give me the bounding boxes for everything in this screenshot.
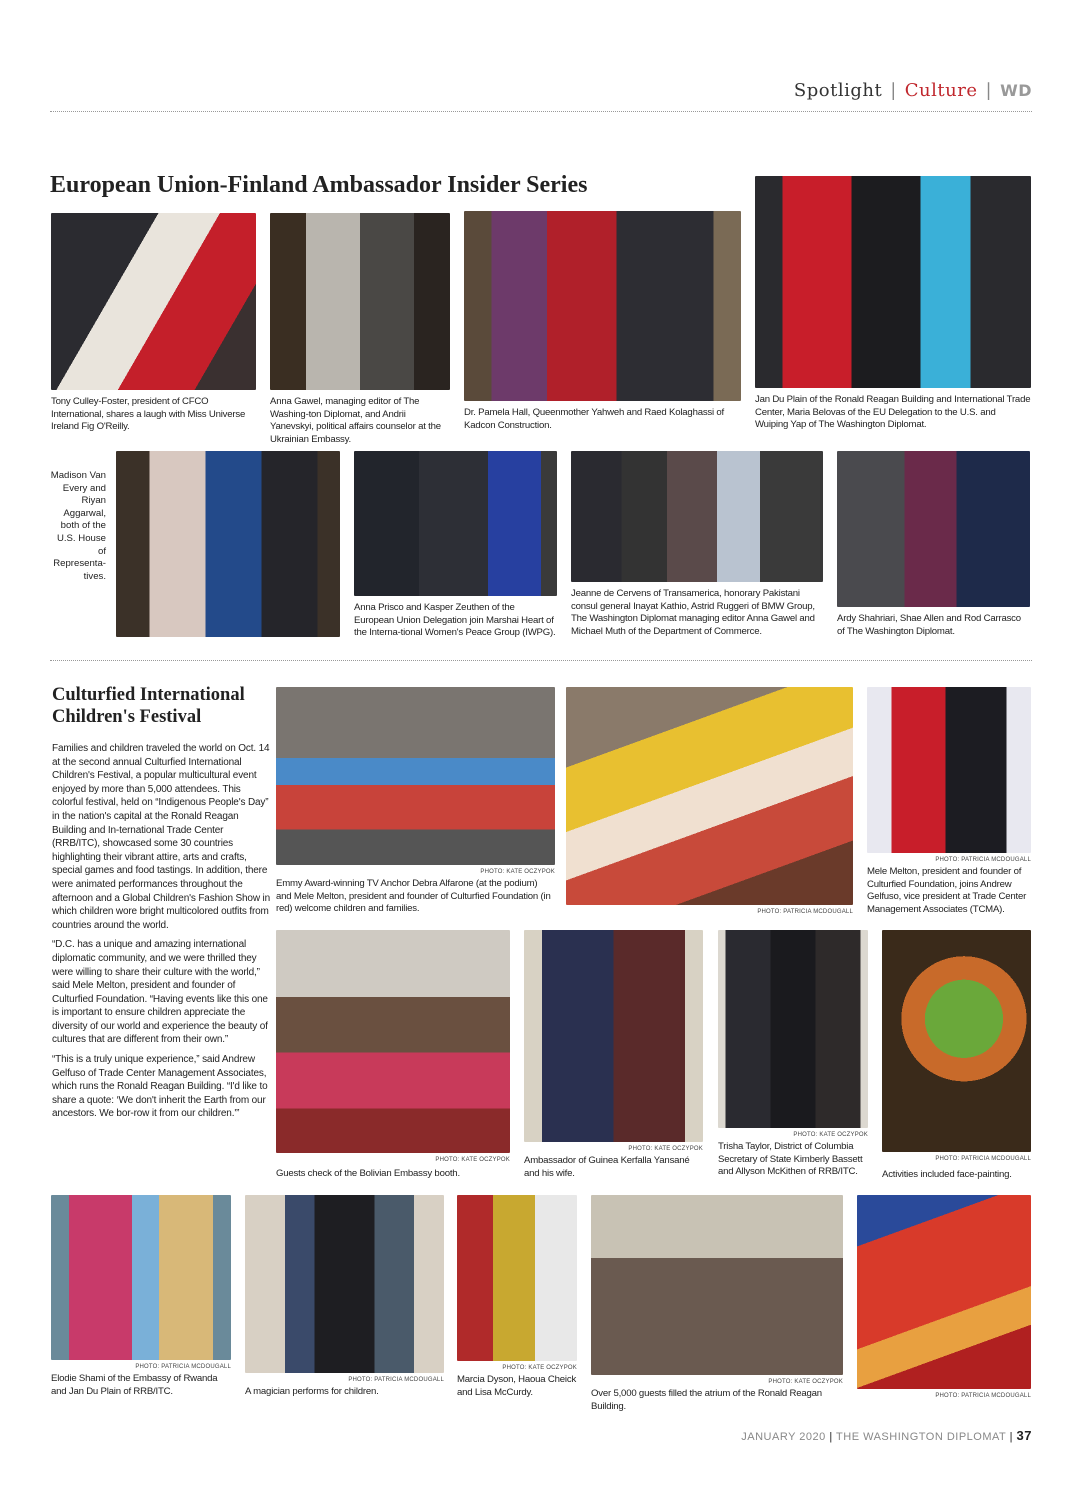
photo xyxy=(270,213,450,390)
footer-publication: THE WASHINGTON DIPLOMAT xyxy=(836,1431,1007,1443)
photo-caption: Jan Du Plain of the Ronald Reagan Building and International Trade Center, Maria Belovas of the EU Delegation to the U.S. and Wuiping Yap of The Washington Diplomat. xyxy=(755,394,1031,431)
footer-separator: | xyxy=(1009,1431,1013,1443)
header-category: Culture xyxy=(904,80,978,101)
photo-caption: Ardy Shahriari, Shae Allen and Rod Carrasco of The Washington Diplomat. xyxy=(837,613,1021,637)
photo-figure xyxy=(245,1195,444,1399)
header-section: Spotlight xyxy=(793,80,883,101)
paragraph: “D.C. has a unique and amazing international diplomatic community, and we were thrilled they were willing to share their culture with the world,” said Mele Melton, president and founder of Culturfied Foundation. “Having events like this one is important to ensure children appreciate the diversity of our world and experience the beauty of cultures that are different from their own.” xyxy=(52,939,268,1046)
photo-figure xyxy=(354,451,557,640)
photo-caption: Anna Prisco and Kasper Zeuthen of the European Union Delegation join Marshai Heart of the Interna-tional Women's Peace Group (IWPG). xyxy=(354,602,556,639)
header-brand: WD xyxy=(1000,81,1032,100)
photo-figure xyxy=(837,451,1030,638)
photo-caption: Mele Melton, president and founder of Culturfied Foundation, joins Andrew Gelfuso, vice president at Trade Center Management Associates (TCMA). xyxy=(867,866,1027,915)
photo-figure xyxy=(51,213,256,434)
photo xyxy=(276,687,555,865)
paragraph: Families and children traveled the world on Oct. 14 at the second annual Culturfied International Children's Festival, a popular multicultural event enjoyed by more than 5,000 attendees. This colorful festival, held on “Indigenous People's Day” in the nation's capital at the Ronald Reagan Building and In-ternational Trade Center (RRB/ITC), showcased some 30 countries highlighting their vibrant attire, arts and crafts, special games and food tastings. In addition, there were animated performances throughout the afternoon and a Global Children's Fashion Show in which children wore bright multicolored outfits from countries around the world. xyxy=(52,743,271,931)
photo-figure xyxy=(276,930,510,1181)
photo-figure xyxy=(718,930,868,1179)
photo xyxy=(591,1195,843,1375)
photo-credit: PHOTO: PATRICIA MCDOUGALL xyxy=(757,909,853,915)
photo-figure xyxy=(566,687,853,916)
photo-credit: PHOTO: KATE OCZYPOK xyxy=(502,1365,577,1371)
photo-credit: PHOTO: PATRICIA MCDOUGALL xyxy=(348,1377,444,1383)
photo-figure xyxy=(857,1195,1031,1400)
article-body xyxy=(52,742,272,1127)
photo xyxy=(457,1195,577,1361)
paragraph: “This is a truly unique experience,” said Andrew Gelfuso of Trade Center Management Associates, which runs the Ronald Reagan Building. “I'd like to share a quote: ‘We don't inherit the Earth from our ancestors. We bor-row it from our children.'” xyxy=(52,1054,268,1120)
page-footer xyxy=(741,1428,1032,1443)
photo-caption: Over 5,000 guests filled the atrium of the Ronald Reagan Building. xyxy=(591,1388,822,1412)
photo xyxy=(571,451,823,582)
photo-caption: Emmy Award-winning TV Anchor Debra Alfarone (at the podium) and Mele Melton, president and founder of Culturfied Foundation (in red) welcome children and families. xyxy=(276,878,551,915)
photo xyxy=(51,213,256,390)
photo-figure xyxy=(464,211,741,432)
photo-caption: Marcia Dyson, Haoua Cheick and Lisa McCurdy. xyxy=(457,1374,577,1398)
photo-figure xyxy=(524,930,703,1180)
divider xyxy=(50,111,1032,112)
photo-credit: PHOTO: PATRICIA MCDOUGALL xyxy=(935,1393,1031,1399)
photo xyxy=(867,687,1031,853)
photo-figure xyxy=(457,1195,577,1399)
photo-figure xyxy=(755,176,1031,432)
photo-caption: A magician performs for children. xyxy=(245,1386,379,1397)
photo-credit: PHOTO: KATE OCZYPOK xyxy=(628,1146,703,1152)
photo xyxy=(276,930,510,1153)
photo-figure xyxy=(276,687,555,916)
photo-figure xyxy=(51,1195,231,1398)
photo-credit: PHOTO: PATRICIA MCDOUGALL xyxy=(935,1156,1031,1162)
photo-credit: PHOTO: PATRICIA MCDOUGALL xyxy=(935,857,1031,863)
photo-figure xyxy=(116,451,340,637)
photo xyxy=(566,687,853,905)
section1-title: European Union-Finland Ambassador Insider Series xyxy=(50,172,588,198)
photo xyxy=(755,176,1031,388)
photo xyxy=(51,1195,231,1360)
photo-credit: PHOTO: KATE OCZYPOK xyxy=(435,1157,510,1163)
photo xyxy=(464,211,741,401)
article-column xyxy=(52,684,272,1127)
photo xyxy=(857,1195,1031,1389)
side-caption: Madison Van Every and Riyan Aggarwal, both of the U.S. House of Representa-tives. xyxy=(50,470,106,582)
footer-date: JANUARY 2020 xyxy=(741,1431,826,1443)
section-header: Spotlight | Culture | WD xyxy=(793,80,1032,101)
divider xyxy=(50,660,1032,661)
photo-caption: Ambassador of Guinea Kerfalla Yansané and his wife. xyxy=(524,1155,690,1179)
photo xyxy=(718,930,868,1128)
footer-separator: | xyxy=(829,1431,833,1443)
photo xyxy=(837,451,1030,607)
photo-caption: Jeanne de Cervens of Transamerica, honorary Pakistani consul general Inayat Kathio, Astrid Ruggeri of BMW Group, The Washington Diplomat managing editor Anna Gawel and Michael Muth of the Department of Commerce. xyxy=(571,588,815,637)
photo-credit: PHOTO: KATE OCZYPOK xyxy=(793,1132,868,1138)
photo-caption: Anna Gawel, managing editor of The Washing-ton Diplomat, and Andrii Yanevskyi, political affairs counselor at the Ukrainian Embassy. xyxy=(270,396,441,445)
photo xyxy=(354,451,557,596)
photo-credit: PHOTO: PATRICIA MCDOUGALL xyxy=(135,1364,231,1370)
photo xyxy=(116,451,340,637)
photo-caption: Guests check of the Bolivian Embassy booth. xyxy=(276,1168,460,1179)
photo-figure xyxy=(882,930,1031,1182)
page-number: 37 xyxy=(1016,1428,1032,1443)
photo-caption: Tony Culley-Foster, president of CFCO International, shares a laugh with Miss Universe Ireland Fig O'Reilly. xyxy=(51,396,246,433)
photo-figure xyxy=(867,687,1031,916)
photo-caption: Dr. Pamela Hall, Queenmother Yahweh and Raed Kolaghassi of Kadcon Construction. xyxy=(464,407,725,431)
photo-credit: PHOTO: KATE OCZYPOK xyxy=(480,869,555,875)
photo-credit: PHOTO: KATE OCZYPOK xyxy=(768,1379,843,1385)
photo xyxy=(524,930,703,1142)
photo-figure xyxy=(571,451,823,638)
section2-title: Culturfied International Children's Festival xyxy=(52,685,245,727)
photo-caption: Trisha Taylor, District of Columbia Secretary of State Kimberly Bassett and Allyson McKithen of RRB/ITC. xyxy=(718,1141,863,1178)
photo xyxy=(245,1195,444,1373)
photo xyxy=(882,930,1031,1152)
photo-caption: Elodie Shami of the Embassy of Rwanda and Jan Du Plain of RRB/ITC. xyxy=(51,1373,218,1397)
photo-caption: Activities included face-painting. xyxy=(882,1169,1012,1180)
photo-figure xyxy=(591,1195,843,1413)
photo-figure xyxy=(270,213,450,446)
